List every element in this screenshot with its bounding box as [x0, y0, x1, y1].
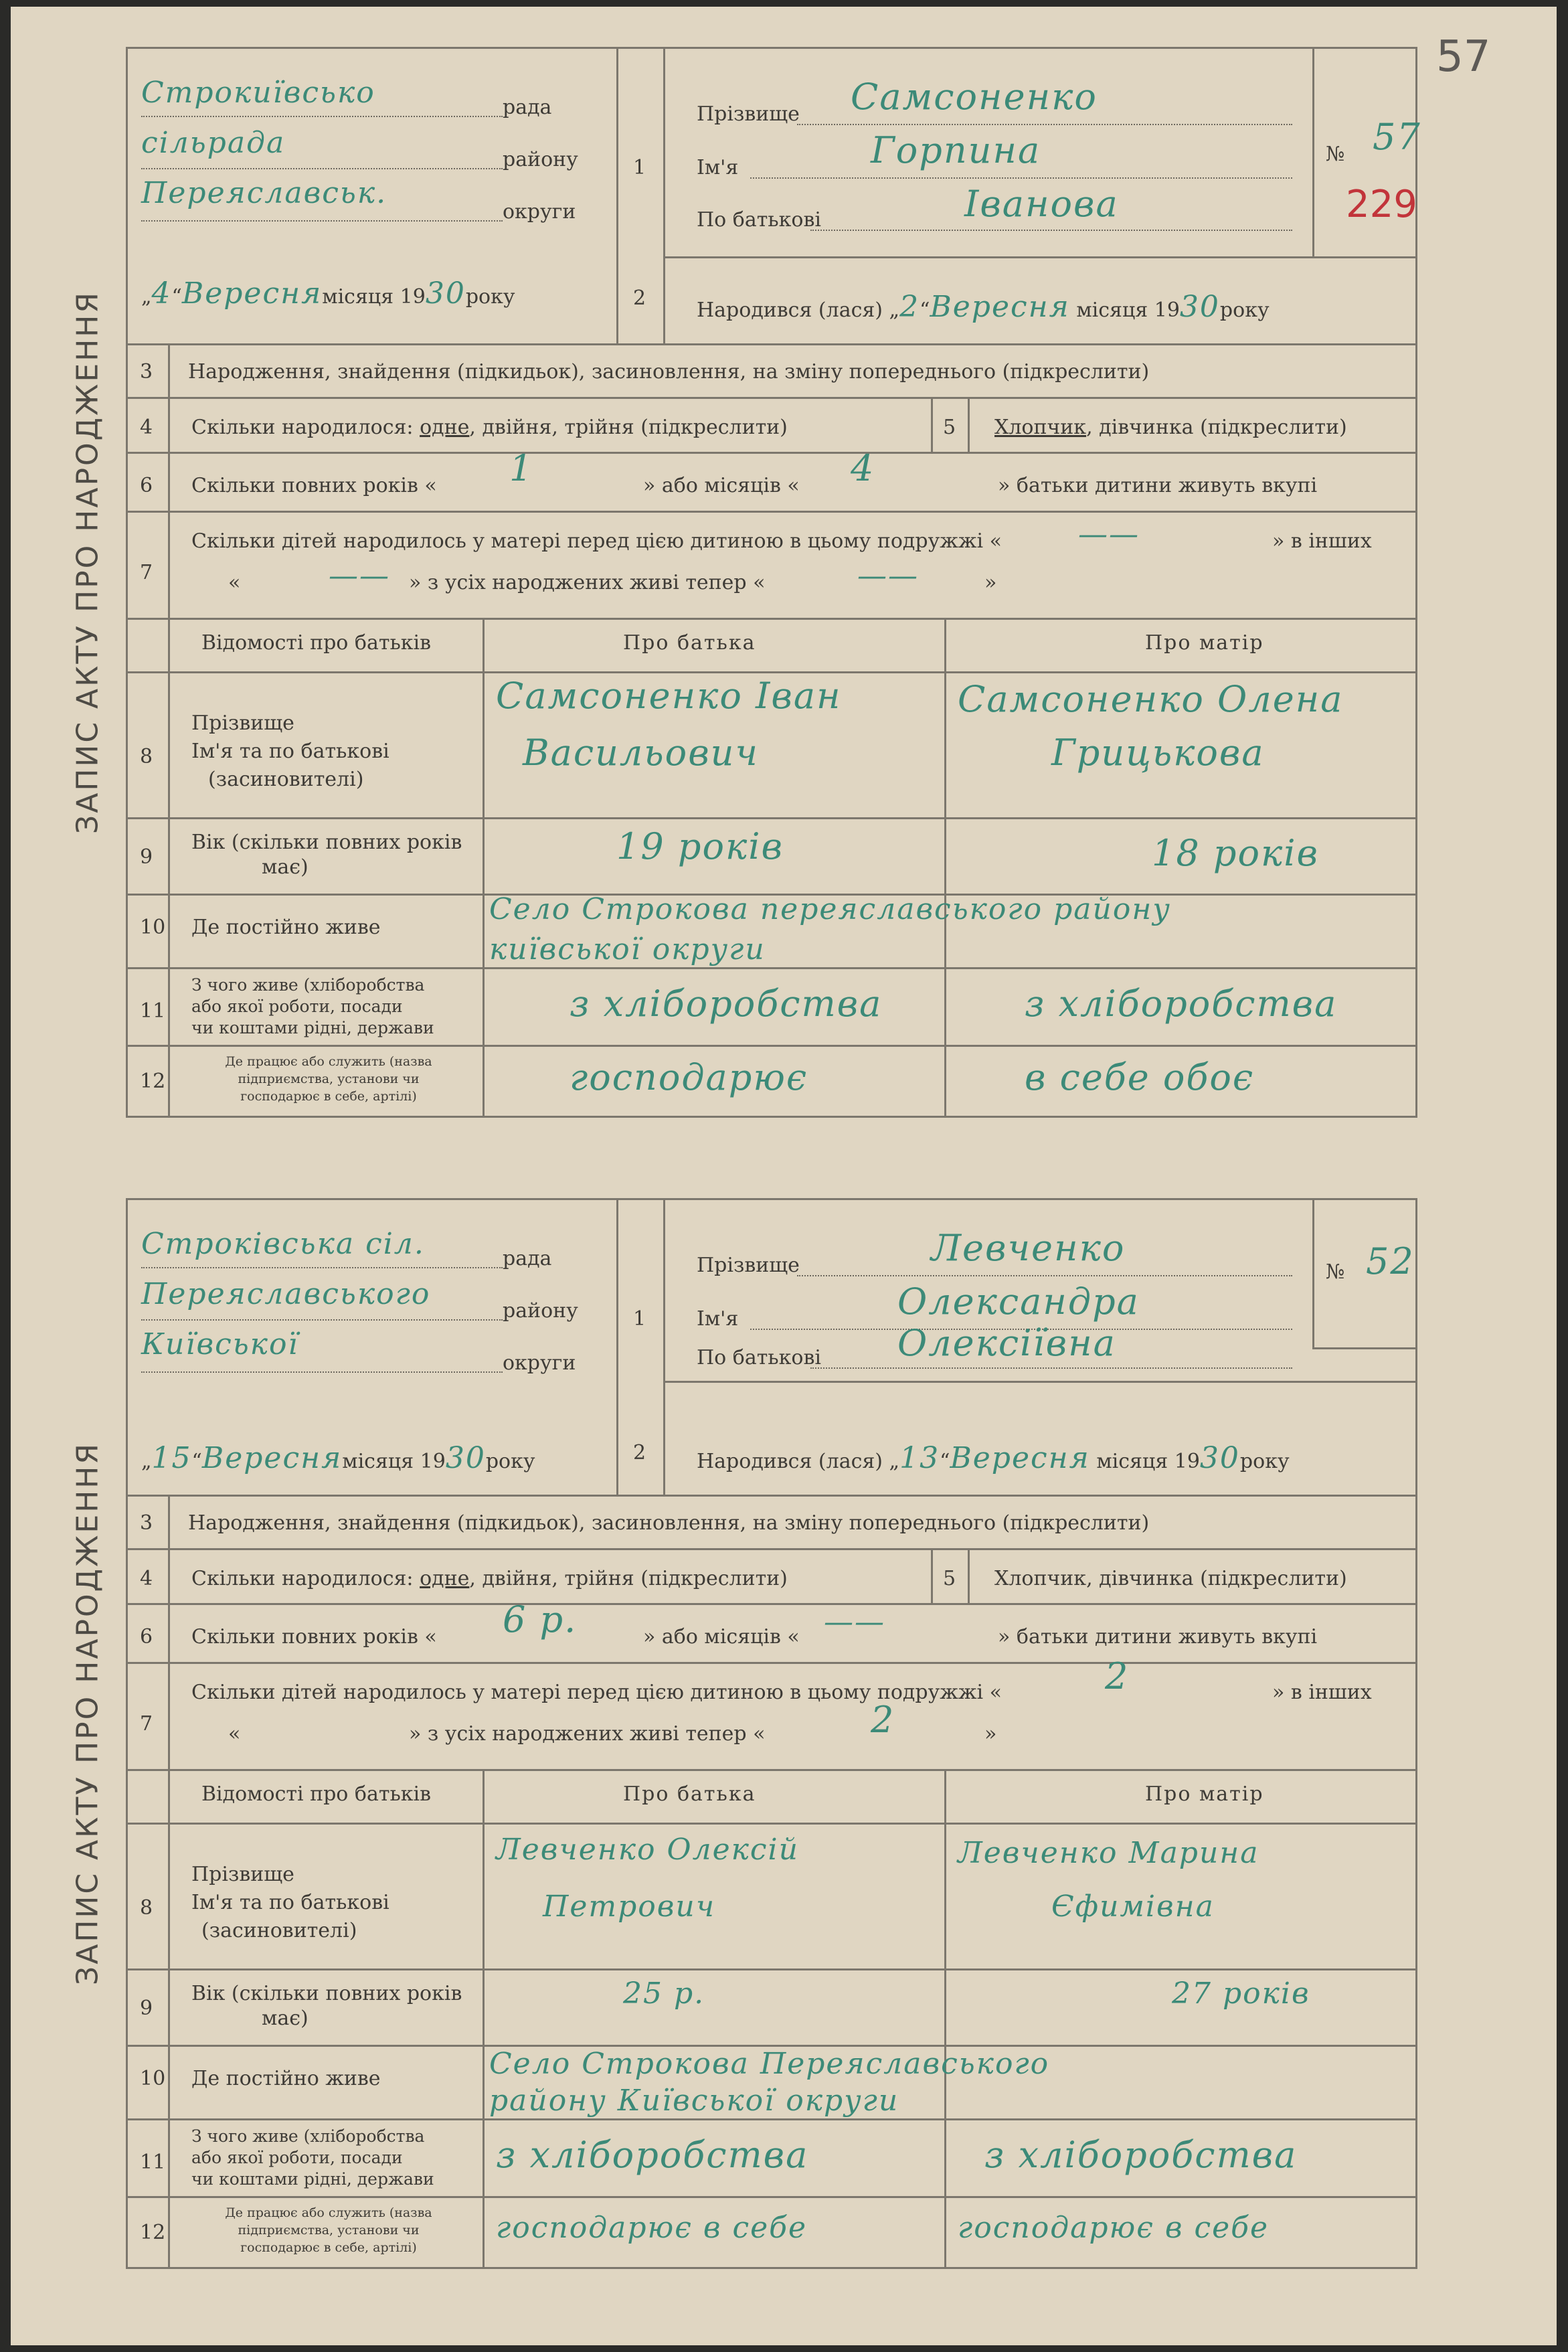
council-label: рада	[503, 1247, 552, 1270]
months-together: 4	[851, 447, 875, 489]
child-surname-value: Левченко	[931, 1227, 1126, 1269]
mother-name: Левченко Марина	[958, 1836, 1259, 1870]
child-sex: Хлопчик, дівчинка (підкреслити)	[994, 416, 1347, 439]
child-surname-label: Прізвище	[697, 102, 800, 126]
parents-info-header: Відомості про батьків	[201, 1782, 432, 1806]
father-livelihood: з хліборобства	[496, 2134, 809, 2176]
child-sex: Хлопчик, дівчинка (підкреслити)	[994, 1567, 1347, 1590]
father-name-line2: Петрович	[543, 1889, 716, 1924]
record-number: 57	[1373, 116, 1421, 158]
child-name-label: Ім'я	[697, 156, 739, 179]
father-age: 19 років	[616, 825, 784, 867]
children-before: 2	[1105, 1655, 1130, 1697]
okruha-value: Переяславськ.	[141, 176, 387, 210]
document-page	[11, 7, 1557, 2345]
parents-info-header: Відомості про батьків	[201, 631, 432, 655]
record-number-red: 229	[1346, 183, 1417, 226]
child-patronymic-label: По батькові	[697, 208, 821, 232]
council-value: Строківська сіл.	[141, 1227, 425, 1261]
mother-workplace: господарює в себе	[958, 2211, 1270, 2245]
mother-workplace: в себе обоє	[1025, 1056, 1255, 1098]
district-label: району	[503, 1299, 578, 1323]
birth-type-line: Народження, знайдення (підкидьок), засиновлення, на зміну попереднього (підкреслити)	[188, 360, 1150, 384]
father-header: Про батька	[623, 1782, 756, 1806]
district-value: сільрада	[141, 126, 286, 160]
form-frame: Строкиївсько рада сільрада району Переяславськ. округи „4“Вереснямісяця 1930року 1 2 Прізвище Самсоненко Ім'я Горпина По батькові Іванова № 57 229 Народився (лася) „2“Вересня місяця 1930року 3 Народження, знайдення (підкидьок), засиновлення, на зміну попереднього (підкреслити) 4 Скільки народилося: одне, двійня, трійня (підкреслити) 5 Хлопчик, дівчинка (підкреслити) 6 Скільки повних років « 1 » або місяців « 4 » батьки дитини живуть вкупі 7 Скільки дітей народилось у матері перед цією дитиною в цьому подружжі « —— » в інших « —— » з усіх народжених живі тепер « —— » Відомості про батьків Про батька Про матір 8 Прізвище Ім'я та по батькові (засиновителі) Самсоненко Іван Васильович Самсоненко Олена Грицькова 9 Вік (скільки повних років має) 19 років 18 років 10 Де постійно живе Село Строкова переяславського району київської округи 11 З чого живе (хліборобства або якої роботи, посади чи коштами рідні, держави з хліборобства з хліборобства 12 Де працює або служить (назва підприємства, установи чи господарює в себе, артілі) господарює в себе обоє	[126, 47, 1417, 1118]
birth-record-form-1	[51, 47, 1421, 1118]
father-workplace: господарює в себе	[496, 2211, 808, 2245]
mother-age: 27 років	[1172, 1977, 1310, 2011]
record-number: 52	[1366, 1240, 1415, 1282]
child-surname-label: Прізвище	[697, 1254, 800, 1277]
district-value: Переяславського	[141, 1277, 431, 1311]
form-frame: Строківська сіл. рада Переяславського району Київської округи „15“Вереснямісяця 1930року 1 2 Прізвище Левченко Ім'я Олександра По батькові Олексіївна № 52 Народився (лася) „13“Вересня місяця 1930року 3 Народження, знайдення (підкидьок), засиновлення, на зміну попереднього (підкреслити) 4 Скільки народилося: одне, двійня, трійня (підкреслити) 5 Хлопчик, дівчинка (підкреслити) 6 Скільки повних років « 6 р. » або місяців « —— » батьки дитини живуть вкупі 7 Скільки дітей народилось у матері перед цією дитиною в цьому подружжі « 2 » в інших « » з усіх народжених живі тепер « 2 » Відомості про батьків Про батька Про матір 8 Прізвище Ім'я та по батькові (засиновителі) Левченко Олексій Петрович Левченко Марина Єфимівна 9 Вік (скільки повних років має) 25 р. 27 років 10 Де постійно живе Село Строкова Переяславського району Київської округи 11 З чого живе (хліборобства або якої роботи, посади чи коштами рідні, держави з хліборобства з хліборобства 12 Де працює або служить (назва підприємства, установи чи господарює в себе, артілі) господарює в себе господарює в себе	[126, 1198, 1417, 2269]
mother-name: Самсоненко Олена	[958, 678, 1344, 720]
pencil-archive-number: 57	[1436, 32, 1491, 82]
father-name: Самсоненко Іван	[496, 675, 842, 717]
residence: Село Строкова Переяславського	[489, 2047, 1050, 2081]
father-age: 25 р.	[623, 1977, 705, 2011]
children-before: ——	[1078, 517, 1140, 552]
residence: Село Строкова переяславського району	[489, 892, 1171, 926]
okruha-label: округи	[503, 200, 576, 224]
children-alive: ——	[857, 559, 919, 593]
child-surname-value: Самсоненко	[851, 76, 1098, 118]
okruha-label: округи	[503, 1351, 576, 1375]
mother-age: 18 років	[1152, 832, 1319, 874]
father-livelihood: з хліборобства	[570, 983, 883, 1025]
residence-line2: району Київської округи	[489, 2084, 899, 2118]
father-header: Про батька	[623, 631, 756, 655]
child-name-label: Ім'я	[697, 1307, 739, 1331]
years-together: 1	[509, 447, 534, 489]
children-alive: 2	[871, 1699, 895, 1741]
okruha-value: Київської	[141, 1327, 299, 1361]
mother-name-line2: Грицькова	[1051, 732, 1265, 774]
how-many-born: Скільки народилося: одне, двійня, трійня (підкреслити)	[191, 1567, 788, 1590]
residence-line2: київської округи	[489, 932, 766, 967]
child-name-value: Олександра	[897, 1280, 1140, 1323]
district-label: району	[503, 148, 578, 171]
how-many-born: Скільки народилося: одне, двійня, трійня (підкреслити)	[191, 416, 788, 439]
months-together: ——	[824, 1605, 885, 1639]
father-workplace: господарює	[570, 1056, 808, 1098]
child-patronymic-value: Іванова	[964, 183, 1119, 225]
child-name-value: Горпина	[871, 129, 1041, 171]
father-name-line2: Васильович	[523, 732, 759, 774]
years-together: 6 р.	[503, 1598, 578, 1641]
mother-name-line2: Єфимівна	[1051, 1889, 1215, 1924]
child-patronymic-value: Олексіївна	[897, 1322, 1116, 1364]
birth-record-form-2	[51, 1198, 1415, 2269]
child-patronymic-label: По батькові	[697, 1346, 821, 1369]
council-value: Строкиївсько	[141, 76, 375, 110]
mother-livelihood: з хліборобства	[984, 2134, 1298, 2176]
children-other: ——	[329, 559, 390, 593]
father-name: Левченко Олексій	[496, 1833, 799, 1867]
mother-livelihood: з хліборобства	[1025, 983, 1338, 1025]
side-title: ЗАПИС АКТУ ПРО НАРОДЖЕННЯ	[70, 1442, 105, 1985]
council-label: рада	[503, 96, 552, 119]
mother-header: Про матір	[1145, 631, 1264, 655]
side-title: ЗАПИС АКТУ ПРО НАРОДЖЕННЯ	[70, 290, 105, 834]
mother-header: Про матір	[1145, 1782, 1264, 1806]
birth-type-line: Народження, знайдення (підкидьок), засиновлення, на зміну попереднього (підкреслити)	[188, 1511, 1150, 1535]
